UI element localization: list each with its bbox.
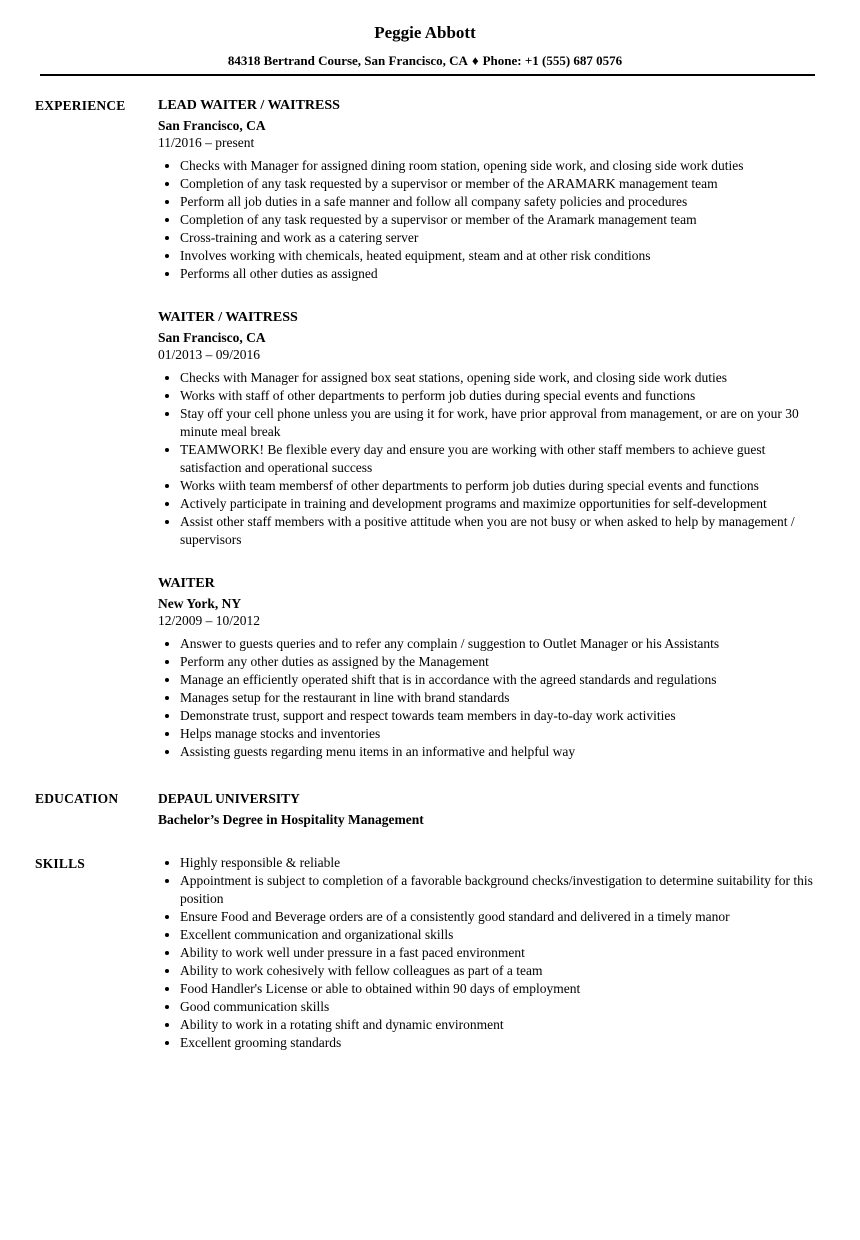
experience-section-label: EXPERIENCE — [35, 98, 126, 113]
job-duty-item: • Performs all other duties as assigned — [180, 265, 815, 283]
job-duty-item: • Cross-training and work as a catering server — [180, 229, 815, 247]
job-duty-list — [158, 157, 815, 283]
job-entry — [158, 96, 815, 283]
job-duty-item: • Stay off your cell phone unless you are using it for work, have prior approval from management, or are on your 30 minute meal break — [180, 405, 815, 441]
job-duty-item: • Manage an efficiently operated shift that is in accordance with the agreed standards and regulations — [180, 671, 815, 689]
skill-item: • Food Handler's License or able to obtained within 90 days of employment — [180, 980, 815, 998]
job-title: LEAD WAITER / WAITRESS — [158, 98, 340, 113]
job-duty-item: • Checks with Manager for assigned box seat stations, opening side work, and closing side work duties — [180, 369, 815, 387]
contact-address: 84318 Bertrand Course, San Francisco, CA — [227, 53, 468, 68]
experience-section — [35, 96, 815, 761]
job-duty-list — [158, 635, 815, 761]
job-location: San Francisco, CA — [158, 118, 266, 133]
job-duty-item: • Works wiith team membersf of other departments to perform job duties during special events and functions — [180, 477, 815, 495]
job-location: San Francisco, CA — [158, 330, 266, 345]
skill-item: • Excellent grooming standards — [180, 1034, 815, 1052]
education-section — [35, 789, 815, 829]
education-section-label: EDUCATION — [35, 791, 119, 806]
skill-item: • Ensure Food and Beverage orders are of a consistently good standard and delivered in a timely manor — [180, 908, 815, 926]
job-dates: 11/2016 – present — [158, 135, 255, 150]
skill-item: • Highly responsible & reliable — [180, 854, 815, 872]
job-duty-item: • Involves working with chemicals, heated equipment, steam and at other risk conditions — [180, 247, 815, 265]
skills-section-content — [158, 854, 815, 1052]
job-entry — [158, 308, 815, 549]
diamond-separator-icon: ♦ — [471, 53, 479, 68]
job-duty-item: • Answer to guests queries and to refer any complain / suggestion to Outlet Manager or his Assistants — [180, 635, 815, 653]
job-duty-item: • Checks with Manager for assigned dining room station, opening side work, and closing side work duties — [180, 157, 815, 175]
skills-section-label: SKILLS — [35, 856, 85, 871]
job-location: New York, NY — [158, 596, 242, 611]
job-title: WAITER — [158, 576, 215, 591]
skill-item: • Ability to work cohesively with fellow colleagues as part of a team — [180, 962, 815, 980]
degree-name: Bachelor’s Degree in Hospitality Management — [158, 812, 424, 827]
job-duty-item: • Helps manage stocks and inventories — [180, 725, 815, 743]
job-duty-list — [158, 369, 815, 549]
job-duty-item: • Completion of any task requested by a supervisor or member of the Aramark management team — [180, 211, 815, 229]
skills-section — [35, 854, 815, 1052]
job-duty-item: • Actively participate in training and development programs and maximize opportunities for self-development — [180, 495, 815, 513]
contact-line — [35, 53, 815, 69]
job-duty-item: • Perform any other duties as assigned by the Management — [180, 653, 815, 671]
skills-list — [158, 854, 815, 1052]
job-title: WAITER / WAITRESS — [158, 310, 298, 325]
skill-item: • Good communication skills — [180, 998, 815, 1016]
header-divider — [40, 74, 815, 76]
resume-header — [35, 22, 815, 76]
candidate-name: Peggie Abbott — [374, 23, 476, 42]
job-duty-item: • TEAMWORK! Be flexible every day and ensure you are working with other staff members to achieve guest satisfaction and operational success — [180, 441, 815, 477]
skill-item: • Ability to work in a rotating shift and dynamic environment — [180, 1016, 815, 1034]
job-duty-item: • Demonstrate trust, support and respect towards team members in day-to-day work activities — [180, 707, 815, 725]
school-name: DEPAUL UNIVERSITY — [158, 791, 300, 806]
job-duty-item: • Manages setup for the restaurant in line with brand standards — [180, 689, 815, 707]
education-section-content — [158, 789, 815, 829]
job-duty-item: • Works with staff of other departments to perform job duties during special events and functions — [180, 387, 815, 405]
job-entry — [158, 574, 815, 761]
job-duty-item: • Assisting guests regarding menu items in an informative and helpful way — [180, 743, 815, 761]
skill-item: • Appointment is subject to completion of a favorable background checks/investigation to determine suitability for this position — [180, 872, 815, 908]
job-dates: 12/2009 – 10/2012 — [158, 613, 261, 628]
job-duty-item: • Perform all job duties in a safe manner and follow all company safety policies and procedures — [180, 193, 815, 211]
skill-item: • Ability to work well under pressure in a fast paced environment — [180, 944, 815, 962]
skill-item: • Excellent communication and organizational skills — [180, 926, 815, 944]
job-dates: 01/2013 – 09/2016 — [158, 347, 261, 362]
contact-phone: Phone: +1 (555) 687 0576 — [482, 53, 623, 68]
job-duty-item: • Completion of any task requested by a supervisor or member of the ARAMARK management team — [180, 175, 815, 193]
experience-section-content — [158, 96, 815, 761]
job-duty-item: • Assist other staff members with a positive attitude when you are not busy or when asked to help by management / supervisors — [180, 513, 815, 549]
